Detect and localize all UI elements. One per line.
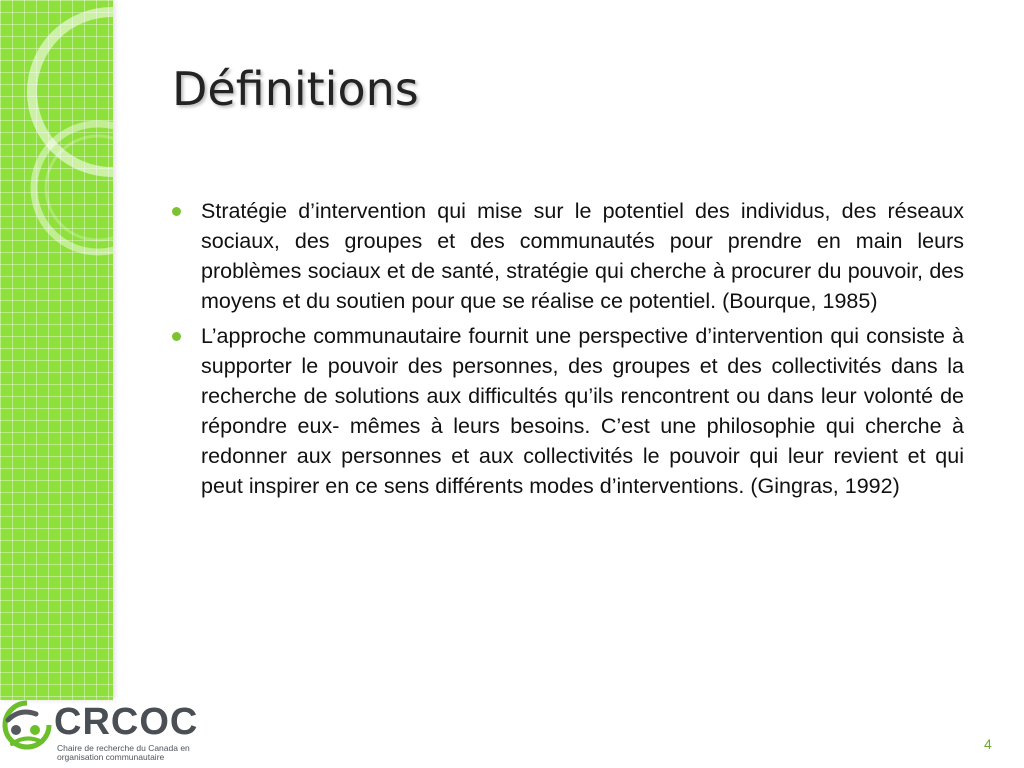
list-item [168,321,964,501]
logo-wordmark: CRCOC [54,701,199,743]
decorative-side-band [0,0,113,700]
people-circle-logo-icon [2,700,52,750]
crcoc-logo [0,696,220,768]
definition-text-gingras: L’approche communautaire fournit une perspective d’intervention qui consiste à supporter le pouvoir des personnes, des groupes et des collectivités dans la recherche de solutions aux difficultés qu’ils rencontrent ou dans leur volonté de répondre eux- mêmes à leurs besoins. C’est une philosophie qui cherche à redonner aux personnes et aux collectivités le pouvoir qui leur revient et qui peut inspirer en ce sens différents modes d’interventions. (Gingras, 1992) [201,324,964,498]
bullet-icon [172,332,181,341]
list-item [168,196,964,316]
definition-list [168,196,964,506]
circle-swirl-decoration [0,0,113,700]
definition-text-bourque: Stratégie d’intervention qui mise sur le potentiel des individus, des réseaux sociaux, des groupes et des communautés pour prendre en main leurs problèmes sociaux et de santé, stratégie qui cherche à procurer du pouvoir, des moyens et du soutien pour que se réalise ce potentiel. (Bourque, 1985) [201,199,964,313]
bullet-icon [172,207,181,216]
logo-subtitle: Chaire de recherche du Canada en organisation communautaire [57,743,190,762]
slide-number: 4 [984,736,992,752]
slide-title: Définitions [172,62,419,116]
